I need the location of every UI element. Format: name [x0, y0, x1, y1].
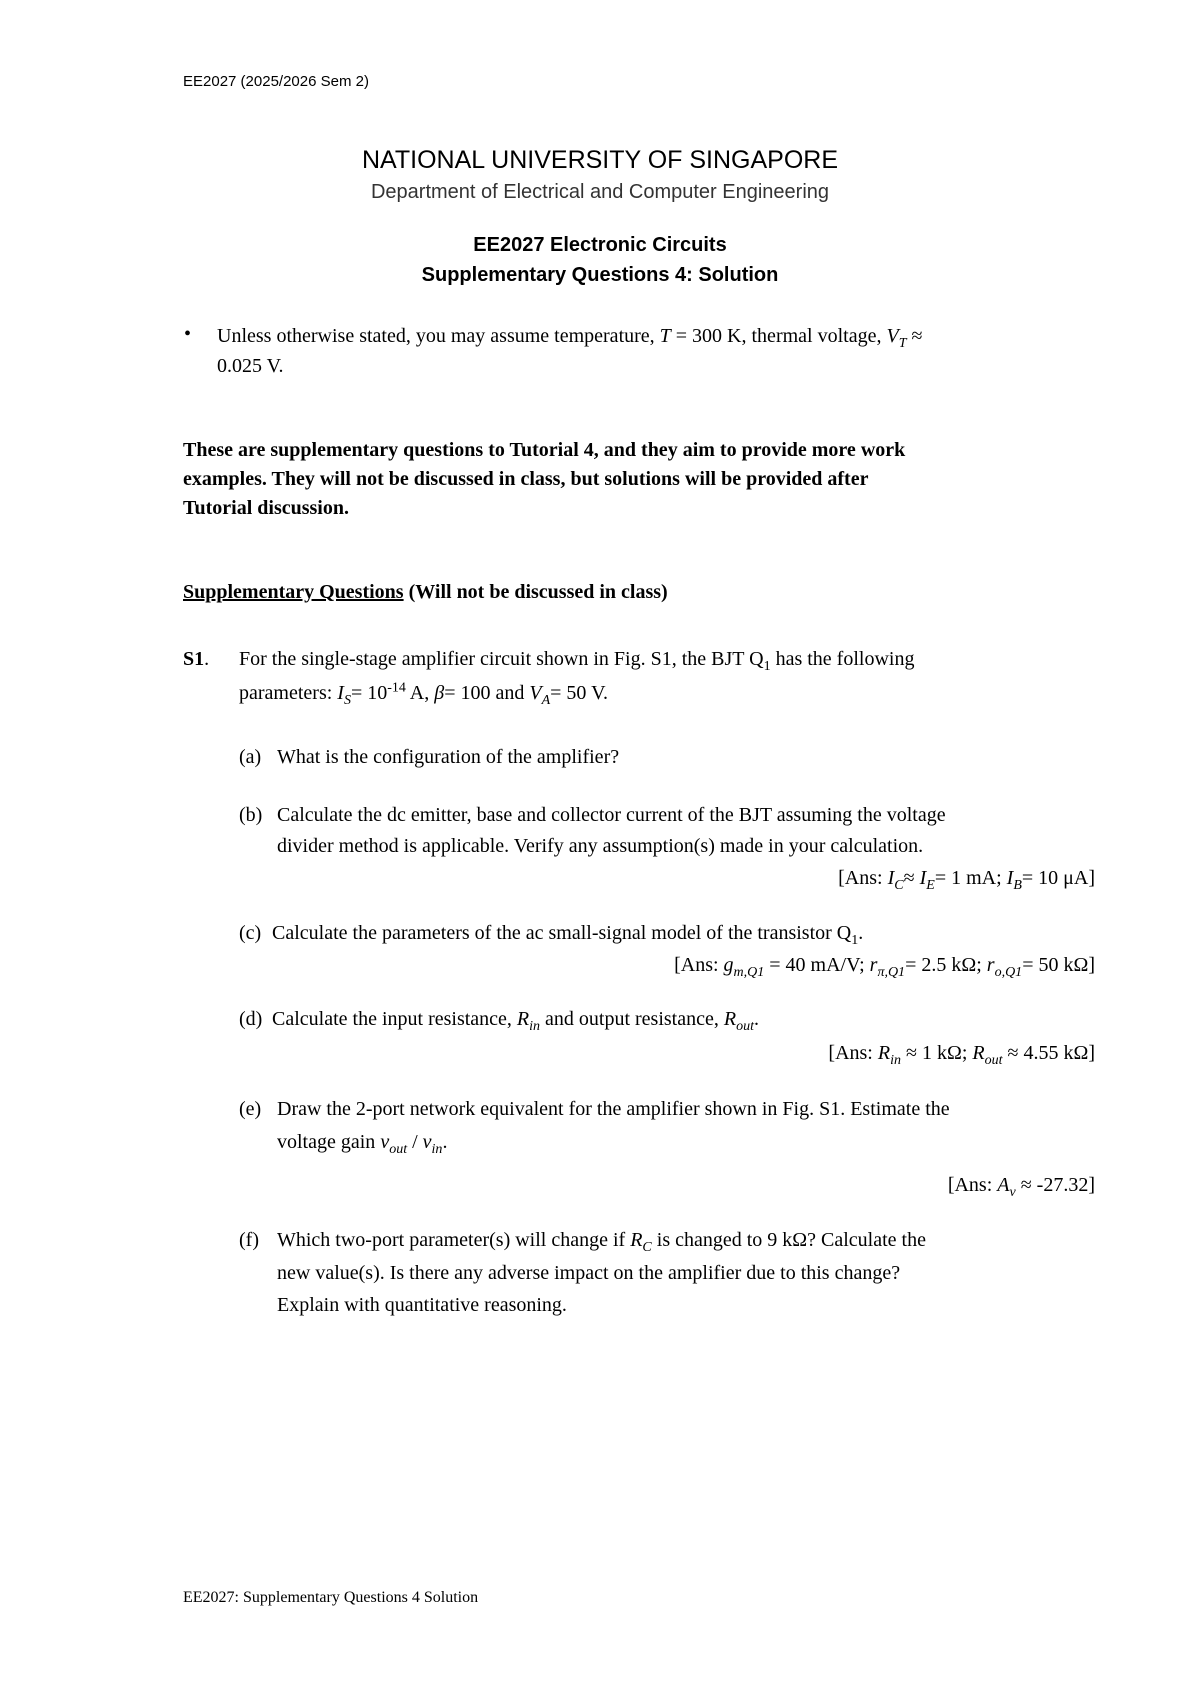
assumption-line-1: Unless otherwise stated, you may assume temperature, T = 300 K, thermal voltage, $V_T$ ≈ — [217, 325, 923, 351]
part-c-answer: [Ans: $g_{m,Q1} = 40$ mA/V; $r_{\pi,Q1}= 2.5$ kΩ; $r_{o,Q1}= 50$ kΩ] — [674, 954, 1095, 980]
university-name: NATIONAL UNIVERSITY OF SINGAPORE — [361, 146, 838, 174]
part-e-line-2: voltage gain $v_{out} / v_{in}$. — [277, 1131, 448, 1157]
note-line-3: Tutorial discussion. — [183, 497, 349, 519]
part-a-text: What is the configuration of the amplifier? — [277, 746, 620, 768]
part-e-answer: [Ans: $A_v \approx -27.32$] — [947, 1174, 1095, 1200]
section-heading: Supplementary Questions (Will not be discussed in class) — [183, 581, 668, 603]
document-title: Supplementary Questions 4: Solution — [421, 264, 779, 286]
part-f-label: (f) — [239, 1229, 259, 1251]
header-course-sem: EE2027 (2025/2026 Sem 2) — [183, 73, 369, 90]
note-line-1: These are supplementary questions to Tutorial 4, and they aim to provide more work — [183, 439, 906, 461]
part-a-label: (a) — [239, 746, 262, 768]
part-f-line-3: Explain with quantitative reasoning. — [277, 1294, 567, 1316]
part-b-line-1: Calculate the dc emitter, base and collector current of the BJT assuming the voltage — [277, 804, 946, 826]
part-b-line-2: divider method is applicable. Verify any assumption(s) made in your calculation. — [277, 835, 924, 857]
part-f-line-2: new value(s). Is there any adverse impact on the amplifier due to this change? — [277, 1262, 901, 1284]
part-d-line-1: Calculate the input resistance, $R_{in}$ and output resistance, $R_{out}$. — [272, 1008, 759, 1034]
part-c-line-1: Calculate the parameters of the ac small-signal model of the transistor $Q_1$. — [272, 922, 864, 948]
page-footer: EE2027: Supplementary Questions 4 Solution — [183, 1589, 479, 1606]
assumption-line-2: 0.025 V. — [217, 355, 284, 377]
bullet-icon: • — [184, 323, 192, 345]
department-name: Department of Electrical and Computer Engineering — [370, 181, 830, 203]
part-f-line-1: Which two-port parameter(s) will change if $R_C$ is changed to 9 kΩ? Calculate the — [277, 1229, 926, 1255]
part-d-answer: [Ans: $R_{in} \approx 1$ kΩ; $R_{out} \approx 4.55$ kΩ] — [828, 1042, 1095, 1068]
question-label: S1. — [183, 648, 210, 670]
part-b-answer: [Ans: $I_C\approx I_E= 1$ mA; $I_B= 10$ μA] — [838, 867, 1095, 893]
part-d-label: (d) — [239, 1008, 263, 1030]
question-intro-line-1: For the single-stage amplifier circuit shown in Fig. S1, the BJT $Q_1$ has the following — [239, 648, 915, 674]
part-e-label: (e) — [239, 1098, 262, 1120]
note-line-2: examples. They will not be discussed in class, but solutions will be provided after — [183, 468, 869, 490]
course-title: EE2027 Electronic Circuits — [473, 234, 727, 256]
part-b-label: (b) — [239, 804, 263, 826]
part-e-line-1: Draw the 2-port network equivalent for the amplifier shown in Fig. S1. Estimate the — [277, 1098, 950, 1120]
part-c-label: (c) — [239, 922, 262, 944]
question-intro-line-2: parameters: $I_S= 10^{-14}$ A, β= 100 and $V_A= 50$ V. — [239, 680, 608, 708]
